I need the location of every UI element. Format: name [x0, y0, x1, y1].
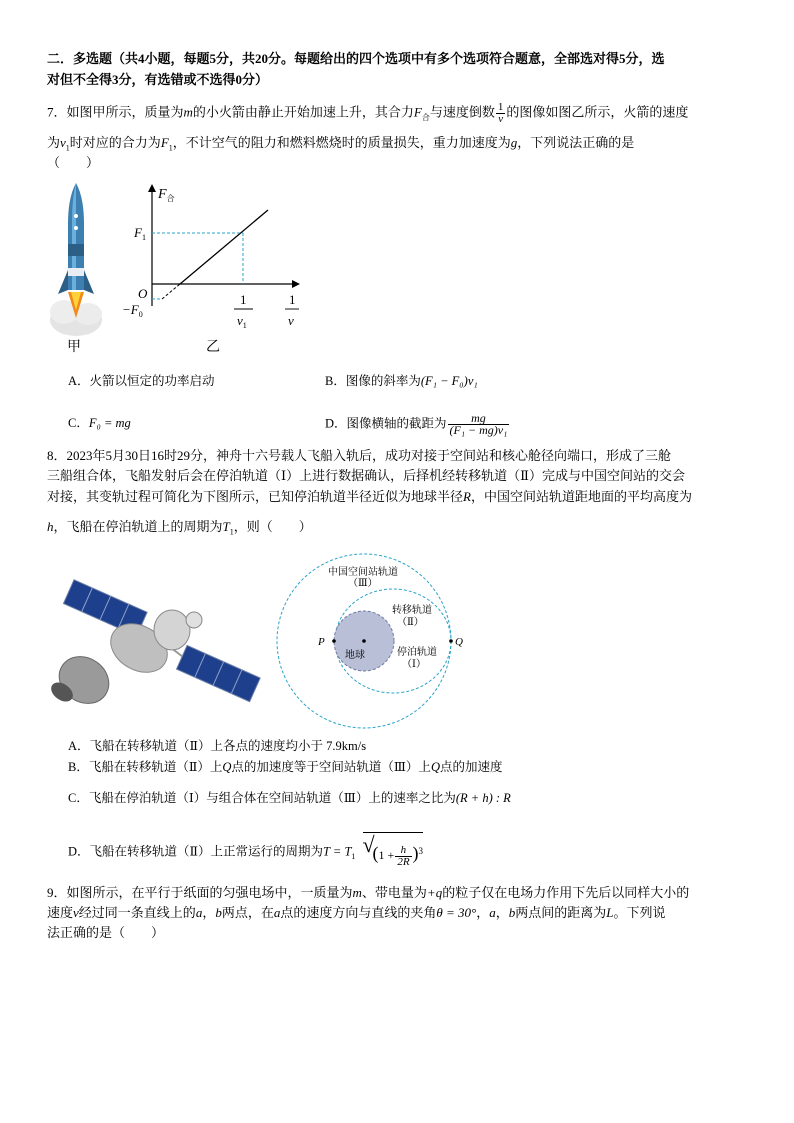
graph-f1-label: $F_1$	[134, 225, 146, 242]
graph-x1-den: $v_1$	[237, 313, 247, 330]
section-header-line1: 二．多选题（共4小题，每题5分，共20分。每题给出的四个选项中有多个选项符合题意，全部选对得5分，选	[47, 51, 665, 66]
q8-stem-line1: 8．2023年5月30日16时29分，神舟十六号载人飞船入轨后，成功对接于空间站和核心舱径向端口，形成了三舱	[47, 448, 672, 463]
rocket-illustration	[44, 180, 108, 338]
orbit2-numeral: （Ⅱ）	[397, 617, 424, 628]
q8-stem-line3: 对接，其变轨过程可简化为下图所示，已知停泊轨道半径近似为地球半径R，中国空间站轨道距地面的平均高度为	[47, 489, 692, 504]
q7-option-a: A．火箭以恒定的功率启动	[68, 374, 215, 388]
q8-option-a: A．飞船在转移轨道（Ⅱ）上各点的速度均小于 7.9km/s	[68, 739, 367, 753]
q9-stem-line3: 法正确的是（ ）	[47, 925, 165, 940]
q7-option-b: B．图像的斜率为(F₁ − F₀)v₁	[325, 374, 478, 388]
orbit1-label: 停泊轨道	[397, 647, 437, 658]
q8-option-c: C．飞船在停泊轨道（Ⅰ）与组合体在空间站轨道（Ⅲ）上的速率之比为(R + h) : R	[68, 791, 511, 805]
force-graph	[120, 180, 310, 340]
q7-option-c: C．F₀ = mg	[68, 416, 131, 430]
orbit1-numeral: （Ⅰ）	[402, 659, 426, 670]
q8-option-d: D．飞船在转移轨道（Ⅱ）上正常运行的周期为$T = T_1$ √ (1 + $\frac{h}{2R}$ )$^3$	[68, 832, 423, 875]
q8-stem-line4: h，飞船在停泊轨道上的周期为$T_1$，则（ ）	[47, 519, 312, 537]
point-q-label: Q	[455, 636, 463, 648]
graph-x1-num: 1	[240, 292, 247, 307]
orbit3-label: 中国空间站轨道	[328, 567, 398, 578]
figure-label-yi: 乙	[206, 340, 220, 355]
q8-stem-line2: 三船组合体，飞船发射后会在停泊轨道（Ⅰ）上进行数据确认，后择机经转移轨道（Ⅱ）完成与中国空间站的交会	[47, 468, 685, 483]
graph-xaxis-num: 1	[289, 292, 296, 307]
graph-y-axis-label: $F_合$	[158, 187, 175, 203]
q7-stem-line2: 为$v_1$时对应的合力为$F_1$，不计空气的阻力和燃料燃烧时的质量损失，重力加速度为g，下列说法正确的是	[47, 135, 635, 153]
section-header-line2: 对但不全得3分，有选错或不选得0分）	[47, 72, 269, 87]
q7-stem-line1: 7．如图甲所示，质量为m的小火箭由静止开始加速上升，其合力$F_合$与速度倒数 $\frac{1}{v}$ 的图像如图乙所示，火箭的速度	[47, 101, 689, 125]
q7-answer-bracket: （ ）	[47, 155, 100, 170]
q9-stem-line1: 9．如图所示，在平行于纸面的匀强电场中，一质量为m、带电量为+q的粒子仅在电场力作用下先后以同样大小的	[47, 885, 690, 900]
orbit3-numeral: （Ⅲ）	[348, 578, 378, 589]
figure-label-jia: 甲	[67, 340, 81, 355]
point-p-label: P	[318, 636, 325, 648]
spacecraft-illustration	[44, 576, 264, 716]
orbit-diagram	[272, 552, 472, 732]
orbit2-label: 转移轨道	[392, 605, 432, 616]
graph-origin-label: O	[138, 286, 148, 301]
q9-stem-line2: 速度v经过同一条直线上的a，b两点，在a点的速度方向与直线的夹角θ = 30°，a，b两点间的距离为L。下列说	[47, 905, 666, 920]
graph-xaxis-den: v	[288, 313, 294, 328]
q7-option-d: D．图像横轴的截距为 $\frac{mg}{\text{(F₁ − mg)v₁}}$	[325, 411, 508, 437]
q8-option-b: B．飞船在转移轨道（Ⅱ）上Q点的加速度等于空间站轨道（Ⅲ）上Q点的加速度	[68, 760, 503, 774]
graph-negf0-label: $-F_0$	[122, 302, 143, 319]
period-radical: √ (1 + $\frac{h}{2R}$ )$^3$	[363, 832, 424, 873]
earth-label: 地球	[345, 650, 365, 661]
